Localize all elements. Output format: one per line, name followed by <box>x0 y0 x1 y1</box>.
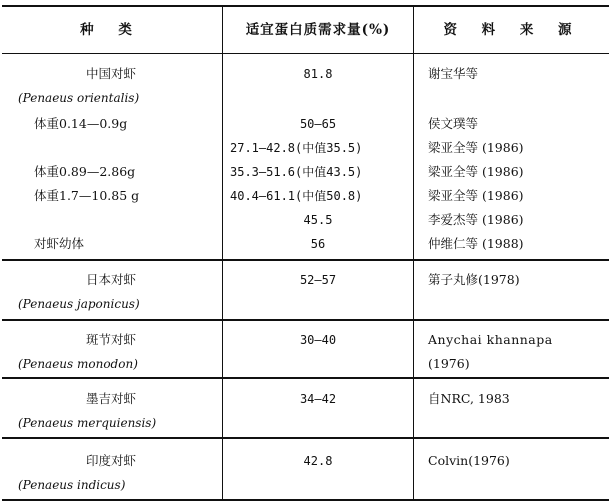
row-divider <box>2 259 609 261</box>
source-text: 梁亚全等 (1986) <box>428 140 524 155</box>
species-latin: (Penaeus monodon) <box>18 357 138 371</box>
row-divider <box>2 319 609 321</box>
header-source: 资 料 来 源 <box>443 22 582 38</box>
header-bottom-rule <box>2 53 609 54</box>
source-text: 谢宝华等 <box>428 66 479 81</box>
requirement-value: 56 <box>310 237 326 251</box>
requirement-value: 81.8 <box>303 67 333 81</box>
requirement-value: 35.3—51.6(中值43.5) <box>230 165 363 179</box>
source-text: Anychai khannapa <box>428 332 553 347</box>
row-divider <box>2 377 609 379</box>
subgroup-label: 体重0.89—2.86g <box>34 164 136 179</box>
source-text: 梁亚全等 (1986) <box>428 188 524 203</box>
requirement-value: 42.8 <box>303 454 333 468</box>
source-text: 第子丸修(1978) <box>428 272 520 287</box>
table-top-rule <box>2 5 609 7</box>
species-latin: (Penaeus indicus) <box>18 478 126 492</box>
requirement-value: 40.4—61.1(中值50.8) <box>230 189 363 203</box>
row-divider <box>2 437 609 439</box>
requirement-value: 30—40 <box>299 333 337 347</box>
species-name: 日本对虾 <box>85 272 136 287</box>
species-name: 墨吉对虾 <box>85 391 136 406</box>
species-name: 斑节对虾 <box>85 332 136 347</box>
source-text: Colvin(1976) <box>428 453 510 468</box>
header-species: 种 类 <box>80 22 142 38</box>
source-text: 自NRC, 1983 <box>428 391 510 406</box>
subgroup-label: 体重1.7—10.85 g <box>34 188 140 203</box>
source-text: 侯文璞等 <box>428 116 479 131</box>
requirement-value: 52—57 <box>299 273 337 287</box>
table-bottom-rule <box>2 499 609 501</box>
species-latin: (Penaeus japonicus) <box>18 297 140 311</box>
header-requirement: 适宜蛋白质需求量(%) <box>245 22 391 38</box>
source-text: 李爱杰等 (1986) <box>428 212 524 227</box>
requirement-value: 50—65 <box>299 117 337 131</box>
subgroup-label: 对虾幼体 <box>34 236 85 251</box>
subgroup-label: 体重0.14—0.9g <box>34 116 128 131</box>
species-latin: (Penaeus merquiensis) <box>18 416 157 430</box>
source-text: 梁亚全等 (1986) <box>428 164 524 179</box>
species-name: 中国对虾 <box>85 66 136 81</box>
source-text: (1976) <box>428 356 470 371</box>
requirement-value: 34—42 <box>299 392 337 406</box>
requirement-value: 45.5 <box>303 213 333 227</box>
requirement-value: 27.1—42.8(中值35.5) <box>230 141 363 155</box>
species-latin: (Penaeus orientalis) <box>18 91 140 105</box>
species-name: 印度对虾 <box>85 453 136 468</box>
source-text: 仲维仁等 (1988) <box>428 236 524 251</box>
